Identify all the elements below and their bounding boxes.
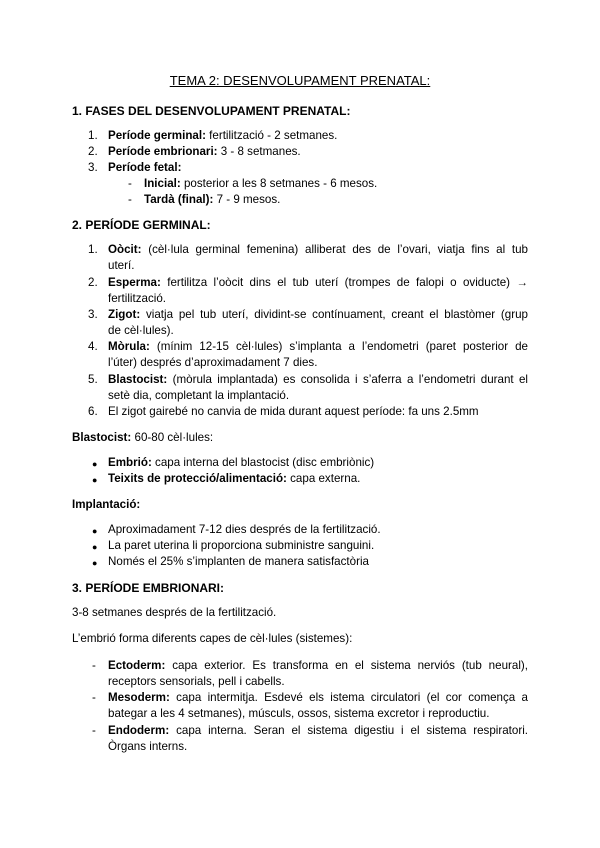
paragraph: L’embrió forma diferents capes de cèl·lules (sistemes):: [72, 632, 353, 645]
item-text: (mínim 12-15 cèl·lules) s’implanta a l’endometri (paret posterior de: [149, 340, 528, 353]
item-text-continued: receptors sensorials, pell i cabells.: [108, 675, 285, 688]
item-term: Mòrula:: [108, 340, 150, 353]
implantacio-label: Implantació:: [72, 498, 141, 511]
item-term: Blastocist:: [108, 373, 168, 386]
item-text-continued: de cèl·lules).: [108, 324, 174, 337]
item-text: (mòrula implantada) es consolida i s’aferra a l’endometri durant el: [167, 373, 528, 386]
item-text-continued: fertilització.: [108, 292, 166, 305]
bullet-marker: ●: [92, 526, 98, 536]
dash-marker: -: [128, 177, 132, 190]
item-text: capa exterior. Es transforma en el sistema nerviós (tub neural),: [165, 659, 528, 672]
list-number: 6.: [88, 405, 98, 418]
blastocist-paragraph: [72, 430, 528, 446]
blastocist-label: Blastocist:: [72, 431, 132, 444]
item-text: La paret uterina li proporciona subministre sanguini.: [108, 539, 375, 552]
list-number: 3.: [88, 161, 98, 174]
item-text: El zigot gairebé no canvia de mida durant aquest període: fa uns 2.5mm: [108, 405, 479, 418]
item-text: Només el 25% s’implanten de manera satisfactòria: [108, 555, 369, 568]
item-term: Període germinal:: [108, 129, 206, 142]
item-text: fertilització - 2 setmanes.: [205, 129, 338, 142]
item-text: viatja pel tub uterí, dividint-se contínuament, creant el blastòmer (grup: [140, 308, 528, 321]
item-term: Mesoderm:: [108, 691, 170, 704]
item-text: capa externa.: [286, 472, 361, 485]
item-term: Inicial:: [144, 177, 181, 190]
item-text: 7 - 9 mesos.: [213, 193, 281, 206]
dash-marker: -: [92, 724, 96, 737]
dash-marker: -: [128, 193, 132, 206]
bullet-marker: ●: [92, 542, 98, 552]
page-title: TEMA 2: DESENVOLUPAMENT PRENATAL:: [169, 73, 431, 88]
item-term: Ectoderm:: [108, 659, 166, 672]
item-text: capa intermitja. Esdevé els istema circulatori (el cor comença a: [169, 691, 528, 704]
item-text-continued: bategar a les 4 setmanes), músculs, ossos, sistema excretor i reproductiu.: [108, 707, 490, 720]
item-term: Esperma:: [108, 276, 161, 289]
item-term: Endoderm:: [108, 724, 170, 737]
item-term: Tardà (final):: [144, 193, 214, 206]
item-term: Oòcit:: [108, 243, 142, 256]
item-text: capa interna del blastocist (disc embriònic): [151, 456, 375, 469]
item-term: Embrió:: [108, 456, 152, 469]
list-number: 5.: [88, 373, 98, 386]
implantacio-paragraph: [72, 497, 528, 513]
dash-marker: -: [92, 659, 96, 672]
list-number: 1.: [88, 129, 98, 142]
item-text: (cèl·lula germinal femenina) alliberat des de l’ovari, viatja fins al tub: [141, 243, 528, 256]
item-term: Zigot:: [108, 308, 141, 321]
item-text: posterior a les 8 setmanes - 6 mesos.: [180, 177, 378, 190]
dash-marker: -: [92, 691, 96, 704]
list-number: 1.: [88, 243, 98, 256]
item-text: Aproximadament 7-12 dies després de la fertilització.: [108, 523, 381, 536]
list-number: 2.: [88, 276, 98, 289]
item-text-continued: l’úter) després d’aproximadament 7 dies.: [108, 356, 318, 369]
item-term: Teixits de protecció/alimentació:: [108, 472, 287, 485]
item-text: 3 - 8 setmanes.: [217, 145, 301, 158]
section-2-heading: 2. PERÍODE GERMINAL:: [72, 218, 211, 232]
item-text-continued: setè dia, completant la implantació.: [108, 389, 290, 402]
item-term: Període fetal:: [108, 161, 182, 174]
item-text-continued: uterí.: [108, 259, 135, 272]
item-text: capa interna. Seran el sistema digestiu i el sistema respiratori.: [169, 724, 528, 737]
list-number: 3.: [88, 308, 98, 321]
bullet-marker: ●: [92, 459, 98, 469]
item-term: Període embrionari:: [108, 145, 218, 158]
paragraph: 3-8 setmanes després de la fertilització.: [72, 606, 277, 619]
section-3-heading: 3. PERÍODE EMBRIONARI:: [72, 581, 225, 595]
bullet-marker: ●: [92, 475, 98, 485]
bullet-marker: ●: [92, 558, 98, 568]
item-text-continued: Òrgans interns.: [108, 740, 188, 753]
section-1-heading: 1. FASES DEL DESENVOLUPAMENT PRENATAL:: [72, 104, 351, 118]
item-text: fertilitza l’oòcit dins el tub uterí (trompes de falopi o oviducte) →: [160, 276, 528, 289]
blastocist-text: 60-80 cèl·lules:: [131, 431, 214, 444]
list-number: 4.: [88, 340, 98, 353]
list-number: 2.: [88, 145, 98, 158]
